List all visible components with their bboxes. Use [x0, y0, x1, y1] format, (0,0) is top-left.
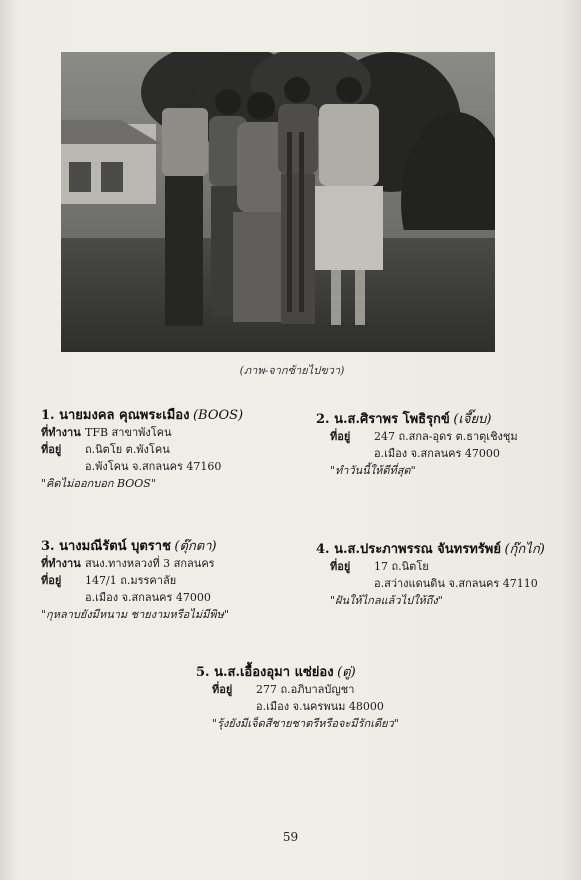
- entry-quote: "รุ้งยังมีเจ็ดสีชายชาตรีหรือจะมีรักเดียว": [212, 717, 399, 730]
- entry-3: [41, 538, 229, 623]
- entry-label: ที่อยู่: [330, 560, 351, 573]
- entry-value: 147/1 ถ.มรรคาลัย: [85, 574, 177, 587]
- entry-label: ที่อยู่: [330, 430, 351, 443]
- entry-label: ที่อยู่: [212, 683, 233, 696]
- entry-quote: "คิดไม่ออกบอก BOOS": [41, 477, 156, 490]
- entry-2: [316, 411, 518, 479]
- page-number: 59: [282, 830, 299, 844]
- entry-value: ถ.นิตโย ต.พังโคน: [85, 443, 170, 456]
- entry-name: 4. น.ส.ประภาพรรณ จันทรทรัพย์: [316, 542, 501, 557]
- entry-value: อ.พังโคน จ.สกลนคร 47160: [85, 460, 222, 473]
- entry-value: TFB สาขาพังโคน: [85, 426, 172, 439]
- entry-nickname: (เจี๊ยบ): [453, 412, 492, 427]
- entry-value: อ.เมือง จ.สกลนคร 47000: [374, 447, 500, 460]
- entry-value: อ.เมือง จ.สกลนคร 47000: [85, 591, 211, 604]
- entry-quote: "ทำวันนี้ให้ดีที่สุด": [330, 464, 416, 477]
- entry-nickname: (กุ๊กไก่): [504, 542, 545, 557]
- entry-nickname: (ตู่): [337, 665, 356, 680]
- entry-value: อ.สว่างแดนดิน จ.สกลนคร 47110: [374, 577, 538, 590]
- entry-value: สนง.ทางหลวงที่ 3 สกลนคร: [85, 557, 215, 570]
- entry-name: 5. น.ส.เอื้องอุมา แซ่ย่อง: [196, 665, 334, 680]
- entry-name: 3. นางมณีรัตน์ บุตราช: [41, 539, 171, 554]
- entry-4: [316, 541, 545, 609]
- entry-label: ที่อยู่: [41, 574, 62, 587]
- entry-label: ที่อยู่: [41, 443, 62, 456]
- entry-name: 1. นายมงคล คุณพระเมือง: [41, 408, 190, 423]
- entry-nickname: (ตุ๊กตา): [174, 539, 217, 554]
- entry-1: [41, 407, 243, 492]
- entry-value: 247 ถ.สกล-อุดร ต.ธาตุเชิงชุม: [374, 430, 518, 443]
- entry-value: 277 ถ.อภิบาลบัญชา: [256, 683, 355, 696]
- entry-quote: "กุหลาบยังมีหนาม ชายงามหรือไม่มีพิษ": [41, 608, 229, 621]
- entry-quote: "ฝันให้ไกลแล้วไปให้ถึง": [330, 594, 443, 607]
- entry-nickname: (BOOS): [192, 408, 244, 423]
- photo-caption: (ภาพ-จากซ้ายไปขวา): [239, 364, 345, 377]
- entry-5: [196, 664, 399, 732]
- entry-name: 2. น.ส.ศิราพร โพธิรุกข์: [316, 412, 450, 427]
- group-photo: [61, 52, 495, 352]
- entry-label: ที่ทำงาน: [41, 557, 81, 570]
- entry-value: อ.เมือง จ.นครพนม 48000: [256, 700, 384, 713]
- entry-value: 17 ถ.นิตโย: [374, 560, 429, 573]
- entry-label: ที่ทำงาน: [41, 426, 81, 439]
